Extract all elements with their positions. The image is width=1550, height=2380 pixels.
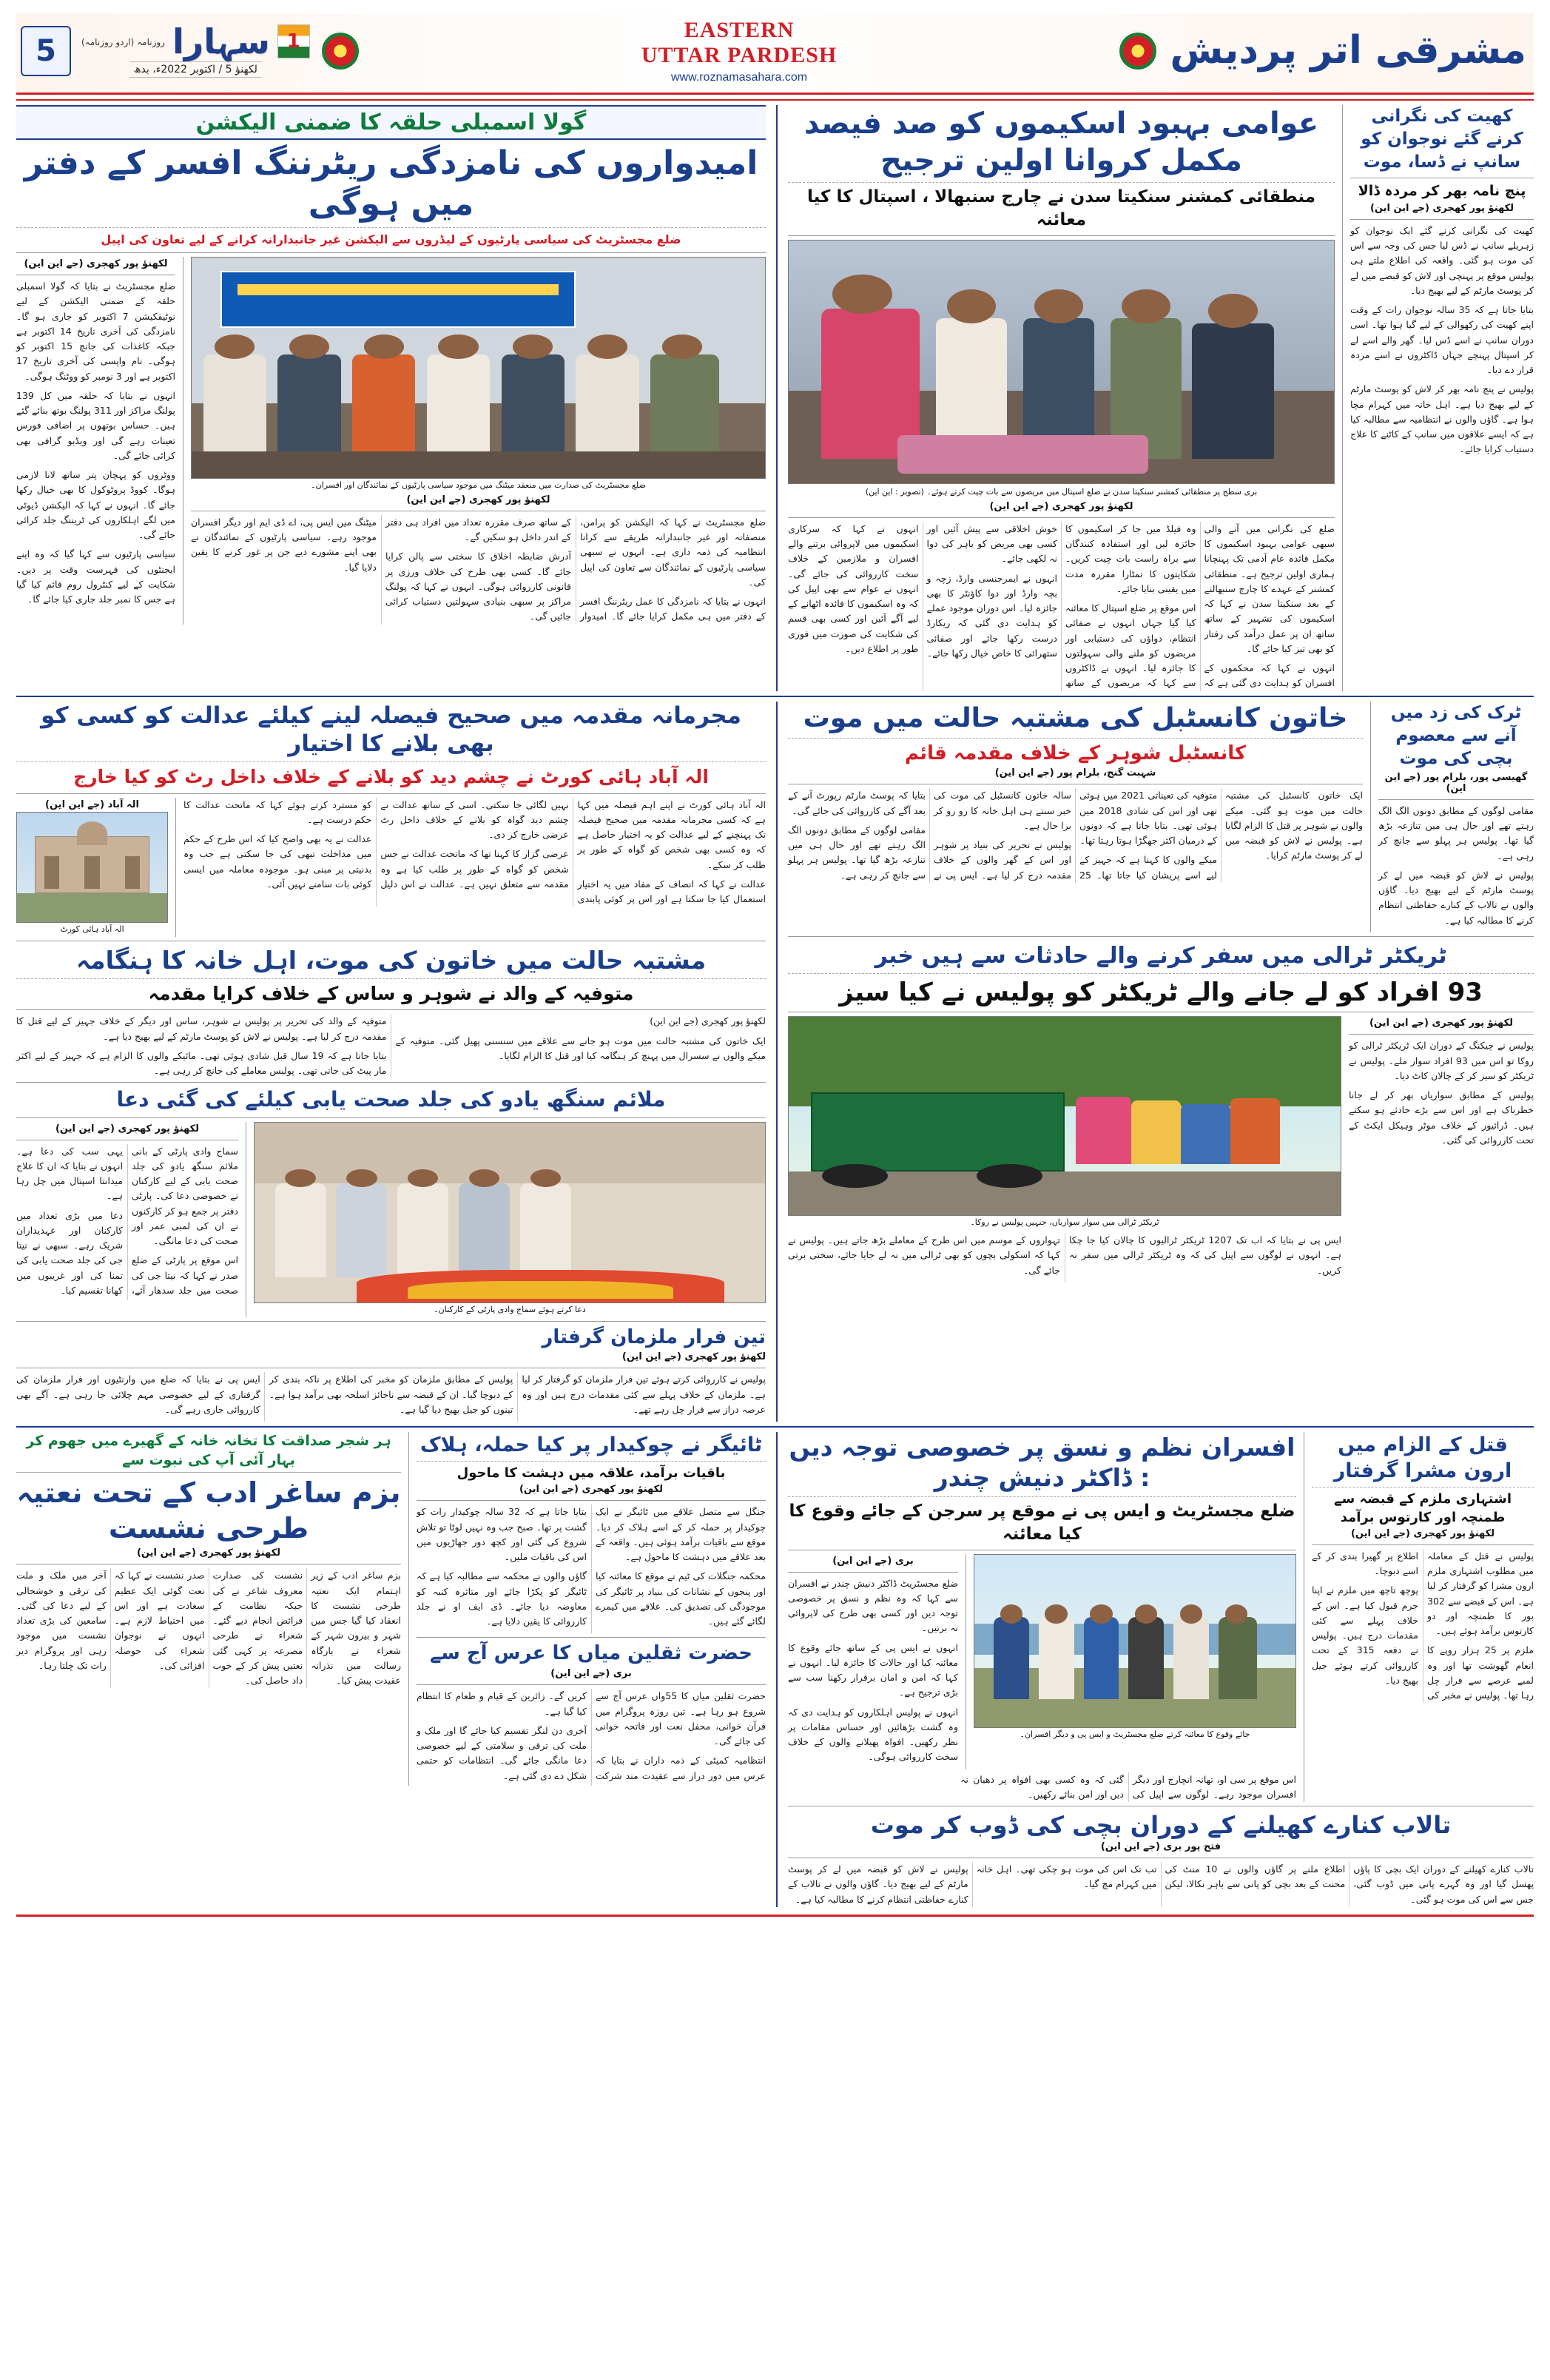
murder-arrest-story — [1312, 1432, 1534, 1802]
tiger-story — [417, 1432, 766, 1786]
officers-byline: بری (جے این این) — [832, 1555, 914, 1567]
section-title-urdu: مشرقی اتر پردیش — [1170, 27, 1526, 73]
tractor-headline: ٹریکٹر ٹرالی میں سفر کرنے والے حادثات سے ہیں خبر — [875, 942, 1447, 969]
dua-photo — [254, 1122, 766, 1303]
welfare-headline: عوامی بہبود اسکیموں کو صد فیصد مکمل کروانا اولین ترجیح — [803, 107, 1319, 178]
tractor-text — [1349, 1016, 1534, 1283]
india-flag-icon: 1 — [277, 24, 310, 58]
dua-photo-caption: دعا کرتے ہوئے سماج وادی پارٹی کے کارکنان۔ — [434, 1304, 586, 1314]
field-story-headline: کھیت کی نگرانی کرنے گئے نوجوان کو سانپ نے ڈسا، موت — [1361, 107, 1523, 172]
murder-subhead: اشتہاری ملزم کے قبضہ سے طمنچہ اور کارتوس برآمد — [1333, 1491, 1512, 1525]
drowning-body: تالاب کنارے کھیلنے کے دوران ایک بچی کا پاؤں پھسل گیا اور وہ گہرے پانی میں ڈوب گئی، جس سے اس کی موت ہو گئی۔ اطلاع ملنے پر گاؤں والوں نے 10 منٹ کی محنت کے بعد بچی کو پانی سے باہر نکالا، لیکن تب تک اس کی موت ہو چکی تھی۔ اہل خانہ میں کہرام مچ گیا۔ پولیس نے لاش کو قبضہ میں لے کر پوسٹ مارٹم کے لیے بھیج دیا۔ گاؤں والوں نے تالاب کے کنارے حفاظتی انتظام کرنے کا مطالبہ کیا ہے۔ — [788, 1863, 1534, 1905]
court-photo — [16, 812, 168, 923]
bazm-story — [16, 1432, 401, 1786]
woman-death-story — [16, 945, 766, 1079]
welfare-photo — [788, 240, 1335, 484]
officers-photo-caption: جائے وقوع کا معائنہ کرتے ضلع مجسٹریٹ و ایس پی و دیگر افسران۔ — [1020, 1729, 1250, 1739]
urs-byline: بری (جے این این) — [550, 1668, 632, 1680]
tractor-byline: لکھنؤ پور کھجری (جے این این) — [1369, 1018, 1514, 1029]
election-kicker: گولا اسمبلی حلقہ کا ضمنی الیکشن — [16, 105, 766, 140]
page-number: 5 — [21, 26, 71, 76]
election-story — [16, 105, 766, 625]
masthead-center — [641, 13, 837, 88]
column-divider — [776, 105, 778, 691]
murder-headline: قتل کے الزام میں ارون مشرا گرفتار — [1333, 1433, 1512, 1483]
court-body: الہ آباد ہائی کورٹ نے اپنے اہم فیصلہ میں کہا ہے کہ کسی مجرمانہ مقدمہ میں صحیح فیصلہ تک پہنچنے کے لیے عدالت کو یہ اختیار حاصل ہے کہ وہ کسی بھی شخص کو گواہ کے طور پر طلب کر سکے۔ عدالت نے کہا کہ انصاف کے مفاد میں یہ اختیار استعمال کیا جا سکتا ہے اور اس پر کوئی پابندی نہیں لگائی جا سکتی۔ اسی کے ساتھ عدالت نے چشم دید گواہ کو بلانے کے خلاف داخل رٹ عرضی خارج کر دی۔ عرضی گزار کا کہنا تھا کہ ماتحت عدالت نے جس شخص کو گواہ کے طور پر طلب کیا ہے وہ مقدمہ سے متعلق نہیں ہے۔ عدالت نے اس دلیل کو مسترد کرتے ہوئے کہا کہ ماتحت عدالت کا حکم درست ہے۔ عدالت نے یہ بھی واضح کیا کہ اس طرح کے حکم میں مداخلت تبھی کی جا سکتی ہے جب وہ بدنیتی پر مبنی ہو۔ موجودہ معاملہ میں ایسی کوئی بات سامنے نہیں آئی۔ — [183, 799, 766, 905]
tractor-body-cont: ایس پی نے بتایا کہ اب تک 1207 ٹریکٹر ٹرالیوں کا چالان کیا جا چکا ہے۔ انہوں نے لوگوں سے اپیل کی کہ وہ ٹریکٹر ٹرالی میں سفر نہ کریں۔ تہواروں کے موسم میں اس طرح کے معاملے بڑھ جاتے ہیں۔ پولیس نے کہا کہ اسکولی بچوں کو بھی ٹرالی میں نہ لے جایا جائے، سختی برتی جائے گی۔ — [788, 1234, 1342, 1276]
dua-byline: لکھنؤ پور کھجری (جے این این) — [55, 1123, 200, 1134]
dua-body: سماج وادی پارٹی کے بانی ملائم سنگھ یادو کی جلد صحت یابی کے لیے کارکنان نے خصوصی دعا کی۔ پارٹی دفتر پر جمع ہو کر کارکنوں نے ان کی لمبی عمر اور صحت کی دعا مانگی۔ اس موقع پر پارٹی کے ضلع صدر نے کہا کہ نیتا جی کی صحت میں جلد سدھار آئے، یہی سب کی دعا ہے۔ انہوں نے بتایا کہ ان کا علاج میدانتا اسپتال میں چل رہا ہے۔ دعا میں بڑی تعداد میں کارکنان اور عہدیداران شریک رہے۔ سبھی نے نیتا جی کی جلد صحت یابی کی تمنا کی اور غریبوں میں کھانا تقسیم کیا۔ — [16, 1145, 238, 1296]
court-photo-block — [16, 798, 168, 937]
arrest-byline: لکھنؤ پور کھجری (جے این این) — [621, 1351, 766, 1363]
field-story-byline: لکھنؤ پور کھجری (جے این این) — [1369, 202, 1514, 214]
column-divider — [776, 1432, 778, 1907]
tiger-headline: ٹائیگر نے چوکیدار پر کیا حملہ، ہلاک — [419, 1433, 763, 1457]
truck-brief-byline: گھیسی پور، بلرام پور (جے این این) — [1384, 771, 1528, 794]
election-byline: لکھنؤ پور کھجری (جے این این) — [406, 494, 550, 505]
election-headline: امیدواروں کی نامزدگی ریٹرننگ افسر کے دفتر میں ہوگی — [24, 144, 758, 223]
rosette-icon — [320, 31, 360, 71]
arrest-headline: تین فرار ملزمان گرفتار — [542, 1325, 766, 1348]
officers-subhead: ضلع مجسٹریٹ و ایس پی نے موقع پر سرجن کے جائے وقوع کا کیا معائنہ — [789, 1501, 1295, 1544]
arrest-story — [16, 1325, 766, 1422]
welfare-photo-caption: بری سطح پر منطقائی کمشنر سنکیتا سدن نے ضلع اسپتال میں مریضوں سے بات چیت کرتے ہوئے۔ (تصویر : این این) — [865, 487, 1258, 497]
brand-logo — [81, 21, 310, 78]
english-title-line2: UTTAR PARDESH — [641, 43, 838, 67]
officers-story — [788, 1432, 1296, 1802]
column-divider — [776, 702, 778, 1422]
issue-date: لکھنؤ 5 / اکتوبر 2022ء، بدھ — [129, 61, 262, 78]
election-subhead: ضلع مجسٹریٹ کی سیاسی پارٹیوں کے لیڈروں سے الیکشن غیر جانبدارانہ کرانے کے لیے تعاون کی اپیل — [101, 232, 681, 246]
field-snake-story — [1350, 105, 1534, 691]
dua-headline: ملائم سنگھ یادو کی جلد صحت یابی کیلئے کی گئی دعا — [116, 1087, 666, 1112]
court-photo-caption: الہ آباد ہائی کورٹ — [60, 924, 124, 934]
rosette-icon — [1118, 31, 1158, 71]
tiger-body: جنگل سے متصل علاقے میں ٹائیگر نے ایک چوکیدار پر حملہ کر کے اسے ہلاک کر دیا۔ موقع سے باقیات برآمد ہوئی ہیں۔ واقعہ کے بعد علاقے میں دہشت کا ماحول ہے۔ محکمہ جنگلات کی ٹیم نے موقع کا معائنہ کیا اور پنجوں کے نشانات کی بنیاد پر ٹائیگر کی موجودگی کی تصدیق کی۔ علاقے میں کیمرے لگائے گئے ہیں۔ بتایا جاتا ہے کہ 32 سالہ چوکیدار رات کو گشت پر تھا۔ صبح جب وہ نہیں لوٹا تو تلاش شروع کی گئی اور کچھ دور جھاڑیوں میں اس کی باقیات ملیں۔ گاؤں والوں نے محکمہ سے مطالبہ کیا ہے کہ ٹائیگر کو پکڑا جائے اور متاثرہ کنبہ کو معاوضہ دیا جائے۔ ڈی ایف او نے جلد کارروائی کا یقین دلایا ہے۔ — [417, 1506, 766, 1627]
drowning-headline: تالاب کنارے کھیلنے کے دوران بچی کی ڈوب کر موت — [870, 1811, 1452, 1840]
welfare-story — [788, 105, 1335, 691]
tractor-subhead: 93 افراد کو لے جانے والے ٹریکٹر کو پولیس نے کیا سیز — [839, 977, 1483, 1007]
court-story — [16, 702, 766, 937]
masthead-right — [1118, 13, 1534, 88]
truck-brief-body: مقامی لوگوں کے مطابق دونوں الگ الگ رہتے تھے اور حال ہی میں تنازعہ بڑھ گیا تھا۔ پولیس ہر پہلو سے جانچ کر رہی ہے۔ پولیس نے لاش کو قبضہ میں لے کر پوسٹ مارٹم کے لیے بھیج دیا۔ گاؤں والوں نے تالاب کے کنارے حفاظتی انتظام کرنے کا مطالبہ کیا ہے۔ — [1378, 804, 1534, 926]
election-photo — [191, 257, 766, 479]
left-middle-block — [788, 702, 1534, 1283]
field-story-body: کھیت کی نگرانی کرنے گئے ایک نوجوان کو زہریلے سانپ نے ڈس لیا جس کی وجہ سے اس کی موت ہو گئی۔ واقعہ کی اطلاع ملتے ہی پولیس موقع پر پہنچی اور لاش کو قبضے میں لے کر پوسٹ مارٹم کے لیے بھیج دیا۔ بتایا جاتا ہے کہ 35 سالہ نوجوان رات کے وقت اپنے کھیت کی رکھوالی کے لیے گیا ہوا تھا۔ اسی دوران سانپ نے اسے ڈس لیا۔ گھر والے اسے لے کر اسپتال پہنچے جہاں ڈاکٹروں نے اسے مردہ قرار دے دیا۔ پولیس نے پنچ نامہ بھر کر لاش کو پوسٹ مارٹم کے لیے بھیج دیا ہے۔ اہل خانہ میں کہرام مچا ہوا ہے۔ گاؤں والوں نے انتظامیہ سے مطالبہ کیا ہے کہ ایسے علاقوں میں سانپ کے کاٹنے کا علاج دستیاب کرایا جائے۔ — [1350, 224, 1534, 455]
constable-death-story — [788, 702, 1363, 932]
officers-body: ضلع مجسٹریٹ ڈاکٹر دنیش چندر نے افسران سے کہا کہ وہ نظم و نسق پر خصوصی توجہ دیں اور کسی بھی طرح کی لاپروائی نہ برتیں۔ انہوں نے ایس پی کے ساتھ جائے وقوع کا معائنہ کیا اور حالات کا جائزہ لیا۔ انہوں نے کہا کہ امن و امان برقرار رکھنا سب سے بڑی ترجیح ہے۔ انہوں نے پولیس اہلکاروں کو ہدایت دی کہ وہ گشت بڑھائیں اور حساس مقامات پر نظر رکھیں۔ افواہ پھیلانے والوں کے خلاف سخت کارروائی ہوگی۔ — [788, 1577, 958, 1763]
woman-death-body: لکھنؤ پور کھجری (جے این این) ایک خاتون کی مشتبہ حالت میں موت ہو جانے سے علاقے میں سنسنی پھیل گئی۔ متوفیہ کے میکے والوں نے سسرال میں پہنچ کر ہنگامہ کیا اور قتل کا الزام لگایا۔ متوفیہ کے والد کی تحریر پر پولیس نے شوہر، ساس اور دیگر کے خلاف جہیز کے لیے قتل کا مقدمہ درج کر لیا ہے۔ پولیس نے لاش کو پوسٹ مارٹم کے لیے بھیج دیا ہے۔ بتایا جاتا ہے کہ 19 سال قبل شادی ہوئی تھی۔ مائیکے والوں کا الزام ہے کہ جہیز کے لیے اکثر مار پیٹ کی جاتی تھی۔ پولیس معاملے کی جانچ کر رہی ہے۔ — [16, 1015, 766, 1077]
court-byline: الہ آباد (جے این این) — [45, 799, 139, 810]
woman-death-subhead: متوفیہ کے والد نے شوہر و ساس کے خلاف کرایا مقدمہ — [148, 982, 634, 1004]
election-sidebar-byline: لکھنؤ پور کھجری (جے این این) — [24, 258, 168, 269]
truck-brief-headline: ٹرک کی زد میں آنے سے معصوم بچی کی موت — [1390, 702, 1522, 768]
constable-subhead: کانسٹبل شوہر کے خلاف مقدمہ قائم — [904, 742, 1247, 764]
right-middle-block — [16, 702, 766, 1422]
murder-byline: لکھنؤ پور کھجری (جے این این) — [1350, 1527, 1495, 1539]
brand-sub: روزنامہ (اردو روزنامہ) — [81, 36, 165, 47]
tiger-byline: لکھنؤ پور کھجری (جے این این) — [519, 1484, 664, 1496]
officers-photo — [974, 1554, 1296, 1728]
left-top-block — [788, 105, 1534, 691]
masthead-left — [16, 13, 360, 88]
urs-headline: حضرت ثقلین میاں کا عرس آج سے — [430, 1642, 752, 1665]
welfare-body: ضلع کی نگرانی میں آنے والی سبھی عوامی بہبود اسکیموں کا مکمل فائدہ عام آدمی تک پہنچانا ہماری اولین ترجیح ہے۔ منطقائی کمشنر کے عہدے کا چارج سنبھالنے کے بعد سنکیتا سدن نے کہا کہ اسکیموں کی تشہیر کے ساتھ ساتھ ان پر عمل درآمد کی رفتار کو بھی تیز کیا جائے گا۔ انہوں نے کہا کہ محکموں کے افسران کو ہدایت دی گئی ہے کہ وہ فیلڈ میں جا کر اسکیموں کا جائزہ لیں اور استفادہ کنندگان سے براہ راست بات چیت کریں۔ شکایتوں کا نمٹارا مقررہ مدت میں یقینی بنایا جائے۔ اس موقع پر ضلع اسپتال کا معائنہ کیا گیا جہاں انہوں نے صفائی انتظام، دواؤں کی دستیابی اور مریضوں کو ملنے والی سہولتوں کا جائزہ لیا۔ انہوں نے ڈاکٹروں سے کہا کہ مریضوں کے ساتھ خوش اخلاقی سے پیش آئیں اور کسی بھی مریض کو باہر کی دوا نہ لکھی جائے۔ انہوں نے ایمرجنسی وارڈ، زچہ و بچہ وارڈ اور دوا کاؤنٹر کا بھی جائزہ لیا۔ اس دوران موجود عملے کو ہدایت دی گئی کہ ریکارڈ درست رکھا جائے اور صفائی ستھرائی کا خاص خیال رکھا جائے۔ انہوں نے کہا کہ سرکاری اسکیموں میں لاپروائی برتنے والے افسران و ملازمین کے خلاف سخت کارروائی کی جائے گی۔ انہوں نے عوام سے بھی اپیل کی کہ وہ اسکیموں کا فائدہ اٹھانے کے لیے آگے آئیں اور کسی بھی قسم کی شکایت کی صورت میں فوری طور پر اطلاع دیں۔ — [788, 522, 1335, 689]
murder-body: پولیس نے قتل کے معاملہ میں مطلوب اشتہاری ملزم ارون مشرا کو گرفتار کر لیا ہے۔ اس کے قبضے سے 302 بور کا طمنچہ اور دو کارتوس برآمد ہوئے ہیں۔ ملزم پر 25 ہزار روپے کا انعام گھوشت تھا اور وہ لمبے عرصے سے فرار چل رہا تھا۔ پولیس نے مخبر کی اطلاع پر گھیرا بندی کر کے اسے دبوچا۔ پوچھ تاچھ میں ملزم نے اپنا جرم قبول کیا ہے۔ اس کے خلاف پہلے سے کئی مقدمات درج ہیں۔ پولیس نے دفعہ 315 کے تحت کارروائی کرتے ہوئے جیل بھیج دیا۔ — [1312, 1550, 1534, 1701]
court-headline: مجرمانہ مقدمہ میں صحیح فیصلہ لینے کیلئے عدالت کو کسی کو بھی بلانے کا اختیار — [41, 702, 741, 758]
truck-child-brief — [1378, 702, 1534, 932]
bazm-kicker: ہر شجر صداقت کا تخانہ خانہ کے گھیرے میں جھوم کر بہار آئی آپ کی نبوت سے — [16, 1432, 401, 1473]
woman-death-headline: مشتبہ حالت میں خاتون کی موت، اہل خانہ کا ہنگامہ — [75, 945, 707, 975]
election-body-right: ضلع مجسٹریٹ نے بتایا کہ گولا اسمبلی حلقہ کے ضمنی الیکشن کے لیے نوٹیفکیشن 7 اکتوبر کو جاری ہو گا۔ نامزدگی کی آخری تاریخ 14 اکتوبر ہے جبکہ کاغذات کی جانچ 15 اکتوبر کو ہوگی۔ نام واپسی کی آخری تاریخ 17 اکتوبر ہے اور 3 نومبر کو ووٹنگ ہوگی۔ انہوں نے بتایا کہ حلقہ میں کل 139 پولنگ مراکز اور 311 پولنگ بوتھ بنائے گئے ہیں۔ حساس بوتھوں پر اضافی فورس تعینات رہے گی اور ویڈیو گرافی بھی کرائی جائے گی۔ ووٹروں کو پہچان پتر ساتھ لانا لازمی ہوگا۔ کووڈ پروٹوکول کا بھی خیال رکھا جائے گا۔ انہوں نے کہا کہ الیکشن ڈیوٹی میں لگے اہلکاروں کی ٹریننگ جلد کرائی جائے گی۔ سیاسی پارٹیوں سے کہا گیا کہ وہ اپنے ایجنٹوں کی فہرست وقت پر دیں۔ شکایت کے لیے کنٹرول روم قائم کیا گیا ہے جس کا نمبر جلد جاری کیا جائے گا۔ — [16, 280, 176, 605]
arrest-body: پولیس نے کارروائی کرتے ہوئے تین فرار ملزمان کو گرفتار کر لیا ہے۔ ملزمان کے خلاف پہلے سے کئی مقدمات درج ہیں اور وہ عرصہ دراز سے فرار چل رہے تھے۔ پولیس کے مطابق ملزمان کو مخبر کی اطلاع پر ناکہ بندی کر کے دبوچا گیا۔ ان کے قبضہ سے ناجائز اسلحہ بھی برآمد ہوا ہے۔ تینوں کو جیل بھیج دیا گیا ہے۔ ایس پی نے بتایا کہ ضلع میں وارنٹیوں اور فرار ملزمان کی گرفتاری کے لیے خصوصی مہم چلائی جا رہی ہے۔ آگے بھی کارروائی جاری رہے گی۔ — [16, 1374, 766, 1415]
constable-headline: خاتون کانسٹبل کی مشتبہ حالت میں موت — [803, 702, 1348, 733]
tractor-photo — [788, 1016, 1341, 1216]
drowning-story — [788, 1810, 1534, 1907]
tiger-subhead: باقیات برآمد، علاقہ میں دہشت کا ماحول — [456, 1465, 726, 1482]
dua-story — [16, 1086, 766, 1317]
brand-name: سہارا — [172, 21, 270, 61]
welfare-byline: لکھنؤ پور کھجری (جے این این) — [989, 500, 1133, 512]
tractor-story — [788, 941, 1534, 1283]
right-top-block — [16, 105, 766, 691]
officers-body-cont: اس موقع پر سی او، تھانہ انچارج اور دیگر افسران موجود رہے۔ لوگوں سے اپیل کی گئی کہ وہ کسی بھی افواہ پر دھیان نہ دیں اور امن بنائے رکھیں۔ — [960, 1773, 1296, 1800]
footer-rule — [16, 1915, 1534, 1917]
right-bottom-block — [16, 1432, 766, 1786]
election-photo-caption: ضلع مجسٹریٹ کی صدارت میں منعقد میٹنگ میں موجود سیاسی پارٹیوں کے نمائندگان اور افسران۔ — [311, 480, 646, 490]
constable-byline: شہبت گنج، بلرام پور (جے این این) — [994, 767, 1156, 779]
urs-body: حضرت ثقلین میاں کا 55واں عرس آج سے شروع ہو رہا ہے۔ تین روزہ پروگرام میں قرآن خوانی، محفل نعت اور فاتحہ خوانی کی جائے گی۔ انتظامیہ کمیٹی کے ذمہ داران نے بتایا کہ عرس میں دور دراز سے عقیدت مند شرکت کریں گے۔ زائرین کے قیام و طعام کا انتظام کیا گیا ہے۔ آخری دن لنگر تقسیم کیا جائے گا اور ملک و ملت کی ترقی و سلامتی کے لیے خصوصی دعا مانگی جائے گی۔ انتظامات کو حتمی شکل دے دی گئی ہے۔ — [417, 1690, 766, 1781]
left-bottom-block — [788, 1432, 1534, 1907]
constable-body: ایک خاتون کانسٹبل کی مشتبہ حالت میں موت ہو گئی۔ میکے والوں نے شوہر پر قتل کا الزام لگایا ہے۔ پولیس نے لاش کو قبضہ میں لے کر پوسٹ مارٹم کرایا۔ متوفیہ کی تعیناتی 2021 میں ہوئی تھی اور اس کی شادی 2018 میں ہوئی تھی۔ بتایا جاتا ہے کہ دونوں کے درمیان اکثر جھگڑا ہوتا رہتا تھا۔ میکے والوں کا کہنا ہے کہ جہیز کے لیے اسے پریشان کیا جاتا تھا۔ 25 سالہ خاتون کانسٹبل کی موت کی خبر سنتے ہی اہل خانہ کا رو رو کر برا حال ہے۔ پولیس نے تحریر کی بنیاد پر شوہر اور اس کے گھر والوں کے خلاف مقدمہ درج کر لیا ہے۔ ایس پی نے بتایا کہ پوسٹ مارٹم رپورٹ آنے کے بعد آگے کی کارروائی کی جائے گی۔ مقامی لوگوں کے مطابق دونوں الگ الگ رہتے تھے اور حال ہی میں تنازعہ بڑھ گیا تھا۔ پولیس ہر پہلو سے جانچ کر رہی ہے۔ — [788, 790, 1363, 881]
tractor-photo-caption: ٹریکٹر ٹرالی میں سوار سواریاں، جنہیں پولیس نے روکا۔ — [970, 1217, 1159, 1228]
bazm-headline: بزم ساغر ادب کے تحت نعتیہ طرحی نشست — [16, 1476, 401, 1544]
election-sidebar — [16, 257, 175, 625]
election-body-left: ضلع مجسٹریٹ نے کہا کہ الیکشن کو پرامن، منصفانہ اور غیر جانبدارانہ طریقے سے کرانا انتظامیہ کی ذمہ داری ہے۔ انہوں نے سبھی سیاسی پارٹیوں کے نمائندگان سے تعاون کی اپیل کی۔ انہوں نے بتایا کہ نامزدگی کا عمل ریٹرننگ افسر کے دفتر میں ہی مکمل کرایا جائے گا۔ امیدوار کے ساتھ صرف مقررہ تعداد میں افراد ہی دفتر کے اندر داخل ہو سکیں گے۔ آدرش ضابطہ اخلاق کا سختی سے پالن کرایا جائے گا۔ کسی بھی طرح کی خلاف ورزی پر قانونی کارروائی ہوگی۔ انہوں نے کہا کہ پولنگ مراکز پر سبھی بنیادی سہولتیں دستیاب کرائی جائیں گی۔ میٹنگ میں ایس پی، اے ڈی ایم اور دیگر افسران موجود رہے۔ سیاسی پارٹیوں کے نمائندگان نے بھی اپنے مشورے دیے جن پر غور کرنے کا یقین دلایا گیا۔ — [191, 516, 766, 622]
drowning-byline: فتح پور بری (جے این این) — [1100, 1841, 1222, 1853]
welfare-subhead: منطقائی کمشنر سنکیتا سدن نے چارج سنبھالا ، اسپتال کا کیا معائنہ — [807, 187, 1315, 230]
court-subhead: الہ آباد ہائی کورٹ نے چشم دید کو بلانے کے خلاف داخل رٹ کو کیا خارج — [73, 766, 709, 788]
field-story-alt-headline: پنچ نامہ بھر کر مردہ ڈالا — [1358, 183, 1526, 200]
tractor-body: پولیس نے چیکنگ کے دوران ایک ٹریکٹر ٹرالی کو روکا تو اس میں 93 افراد سوار ملے۔ پولیس نے ٹریکٹر کو سیز کر کے چالان کاٹ دیا۔ پولیس کے مطابق سواریاں بھر کر لے جانا خطرناک ہے اور اس سے بڑے حادثے ہو سکتے ہیں۔ ڈرائیور کے خلاف موٹر وہیکل ایکٹ کے تحت کارروائی کی گئی۔ — [1349, 1040, 1534, 1146]
bazm-byline: لکھنؤ پور کھجری (جے این این) — [136, 1547, 281, 1559]
officers-headline: افسران نظم و نسق پر خصوصی توجہ دیں : ڈاکٹر دنیش چندر — [789, 1433, 1295, 1493]
english-title-line1: EASTERN — [684, 17, 795, 42]
bazm-body: بزم ساغر ادب کے زیر اہتمام ایک نعتیہ طرحی نشست کا انعقاد کیا گیا جس میں شہر و بیرون شہر کے شعراء نے بارگاہ رسالت میں نذرانہ عقیدت پیش کیا۔ نشست کی صدارت معروف شاعر نے کی جبکہ نظامت کے فرائض انجام دیے گئے۔ شعراء نے طرحی مصرعہ پر کہی گئی نعتیں پیش کر کے خوب داد حاصل کی۔ صدر نشست نے کہا کہ نعت گوئی ایک عظیم سعادت ہے اور اس میں احتیاط لازم ہے۔ انہوں نے نوجوان شعراء کی حوصلہ افزائی کی۔ آخر میں ملک و ملت کی ترقی و خوشحالی کے لیے دعا کی گئی۔ سامعین کی بڑی تعداد نشست میں موجود رہی اور پروگرام دیر رات تک چلتا رہا۔ — [16, 1570, 401, 1687]
website-url[interactable]: www.roznamasahara.com — [671, 70, 808, 84]
masthead — [16, 13, 1534, 95]
